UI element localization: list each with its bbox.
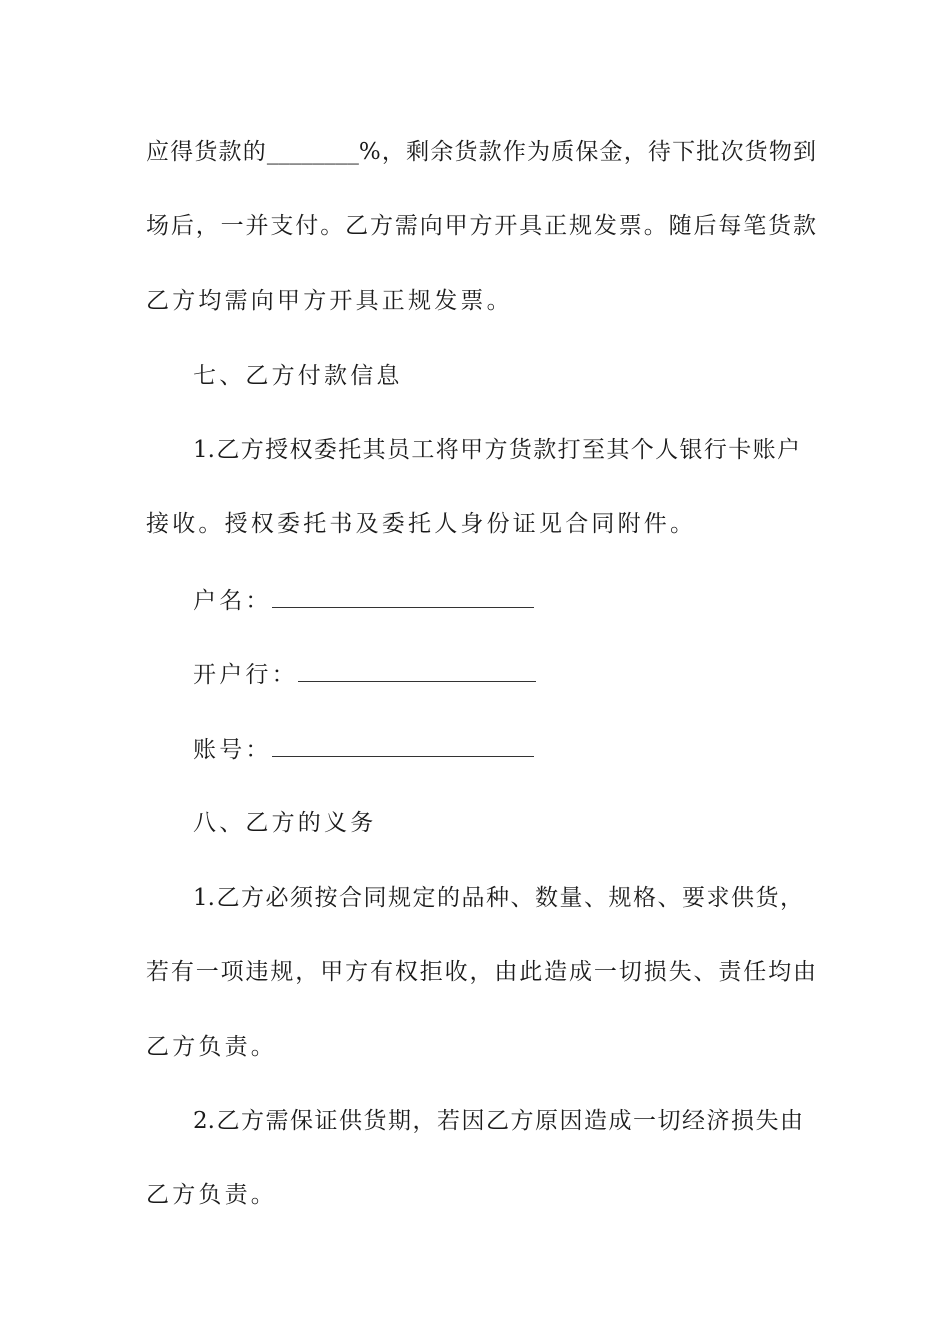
bank-blank [298,659,536,682]
account-number-label: 账号： [193,737,272,763]
section-heading: 八、乙方的义务 [193,810,377,836]
account-number-field [193,734,863,764]
account-name-field [193,585,863,615]
bank-field [193,659,863,689]
paragraph-line: 接收。授权委托书及委托人身份证见合同附件。 [146,511,697,537]
bank-label: 开户行： [193,662,298,688]
account-name-label: 户名： [193,588,272,614]
paragraph-line: 2.乙方需保证供货期，若因乙方原因造成一切经济损失由 [193,1108,803,1134]
paragraph-line: 场后，一并支付。乙方需向甲方开具正规发票。随后每笔货款 [146,213,816,239]
section-heading: 七、乙方付款信息 [193,363,403,389]
paragraph-line: 1.乙方授权委托其员工将甲方货款打至其个人银行卡账户 [193,437,800,463]
paragraph-line: 乙方均需向甲方开具正规发票。 [146,288,513,314]
account-number-blank [272,734,534,757]
paragraph-line: 乙方负责。 [146,1182,277,1208]
paragraph-line: 乙方负责。 [146,1034,277,1060]
paragraph-line: 应得货款的________%，剩余货款作为质保金，待下批次货物到 [146,139,816,165]
paragraph-line: 1.乙方必须按合同规定的品种、数量、规格、要求供货， [193,885,803,911]
account-name-blank [272,585,534,608]
paragraph-line: 若有一项违规，甲方有权拒收，由此造成一切损失、责任均由 [146,959,816,985]
